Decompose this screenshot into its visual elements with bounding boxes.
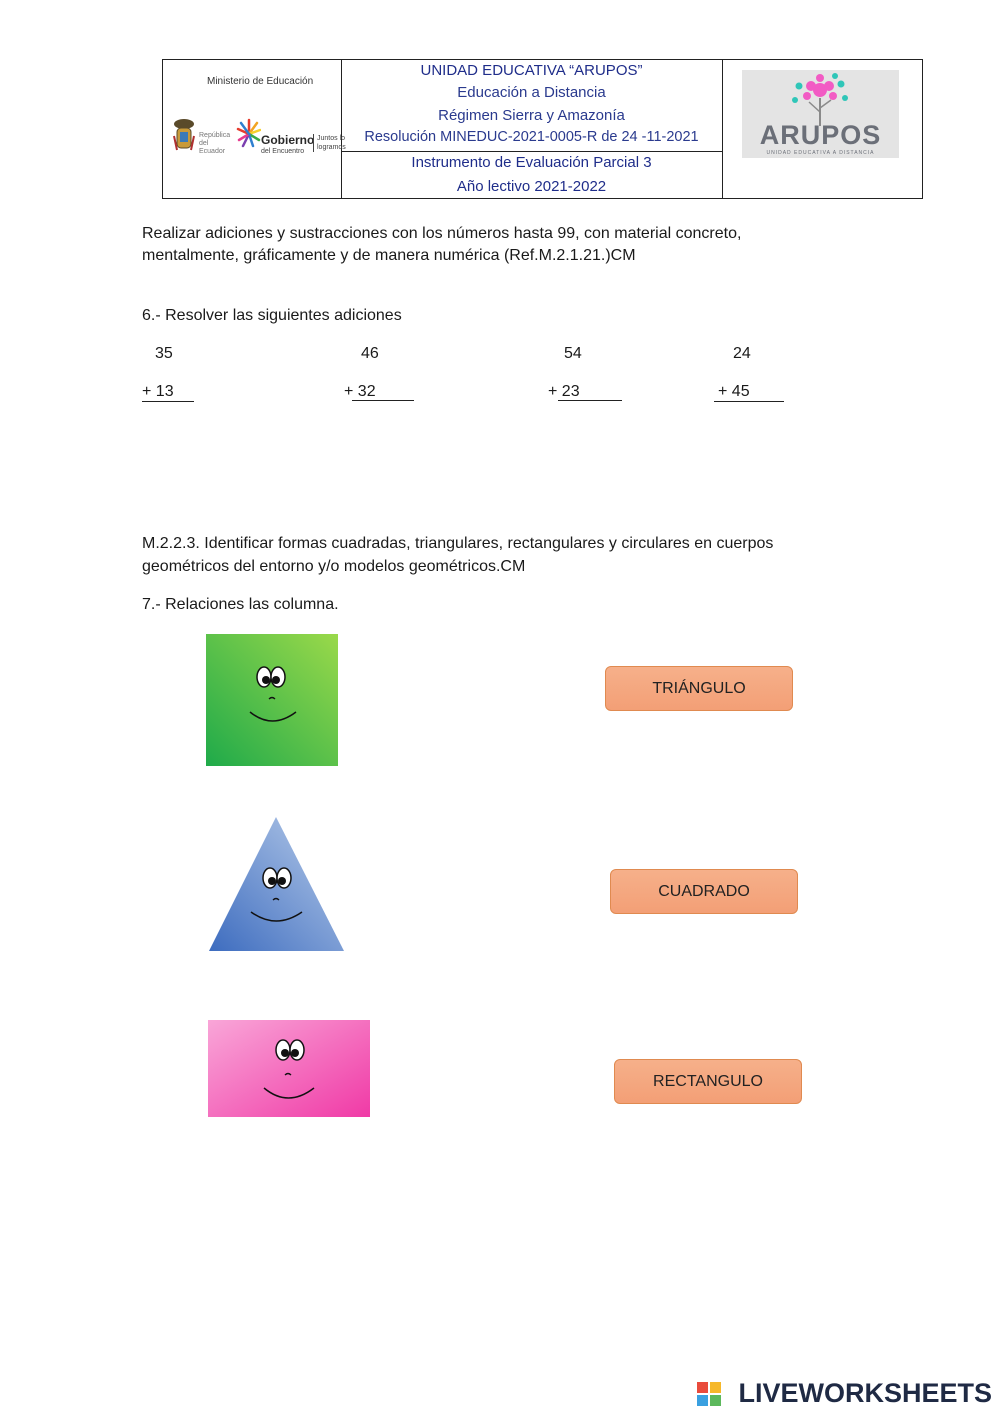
- problem-2-bottom: + 32: [344, 383, 376, 400]
- shapes-objective-line1: M.2.2.3. Identificar formas cuadradas, triangulares, rectangulares y circulares en cuerpos: [142, 535, 774, 552]
- gobierno-burst-icon: [235, 116, 261, 152]
- problem-1-bottom: + 13: [142, 383, 194, 402]
- problem-4-underline: [714, 401, 784, 402]
- arupos-logo: [742, 70, 899, 158]
- gobierno-sub-label: del Encuentro: [261, 148, 305, 155]
- arupos-logo-word: ARUPOS: [759, 120, 882, 150]
- arupos-logo-tagline: UNIDAD EDUCATIVA A DISTANCIA: [766, 150, 875, 156]
- arupos-logo-cell: [722, 60, 922, 198]
- problem-3-bottom: + 23: [548, 383, 580, 400]
- tree-logo-icon: [787, 72, 853, 126]
- problem-3-top: 54: [564, 345, 582, 362]
- label-triangulo[interactable]: TRIÁNGULO: [605, 666, 793, 711]
- problem-3-underline: [558, 400, 622, 401]
- school-name: UNIDAD EDUCATIVA “ARUPOS”: [420, 62, 643, 79]
- label-rectangulo[interactable]: RECTANGULO: [614, 1059, 802, 1104]
- ministry-label: Ministerio de Educación: [207, 76, 314, 87]
- republica-label: República del Ecuador: [199, 132, 231, 155]
- triangle-face-shape[interactable]: [208, 816, 346, 953]
- addition-question: 6.- Resolver las siguientes adiciones: [142, 307, 402, 324]
- problem-4-bottom: + 45: [718, 383, 750, 400]
- ministry-logo-cell: [163, 60, 346, 198]
- shapes-objective-line2: geométricos del entorno y/o modelos geométricos.CM: [142, 558, 526, 575]
- gobierno-label: Gobierno: [261, 133, 315, 147]
- liveworksheets-brand: LIVEWORKSHEETS: [738, 1378, 992, 1408]
- header-divider: [341, 151, 722, 152]
- addition-objective-line2: mentalmente, gráficamente y de manera numérica (Ref.M.2.1.21.)CM: [142, 247, 636, 264]
- problem-4-top: 24: [733, 345, 751, 362]
- modality-text: Educación a Distancia: [457, 84, 606, 101]
- addition-objective-line1: Realizar adiciones y sustracciones con los números hasta 99, con material concreto,: [142, 225, 742, 242]
- problem-2-top: 46: [361, 345, 379, 362]
- coat-of-arms-icon: [171, 116, 197, 156]
- label-cuadrado[interactable]: CUADRADO: [610, 869, 798, 914]
- school-info-cell: [341, 60, 723, 198]
- shapes-question: 7.- Relaciones las columna.: [142, 596, 339, 613]
- square-face-shape[interactable]: [206, 634, 338, 766]
- header-table: [162, 59, 923, 199]
- resolution-text: Resolución MINEDUC-2021-0005-R de 24 -11-2021: [364, 129, 699, 145]
- problem-2-underline: [352, 400, 414, 401]
- school-year: Año lectivo 2021-2022: [456, 178, 607, 195]
- liveworksheets-logo-icon: [697, 1382, 723, 1406]
- rectangle-face-shape[interactable]: [208, 1020, 370, 1117]
- juntos-label: Juntos lo logramos: [313, 134, 353, 152]
- regime-text: Régimen Sierra y Amazonía: [438, 107, 625, 124]
- problem-1-top: 35: [155, 345, 173, 362]
- instrument-title: Instrumento de Evaluación Parcial 3: [411, 154, 652, 171]
